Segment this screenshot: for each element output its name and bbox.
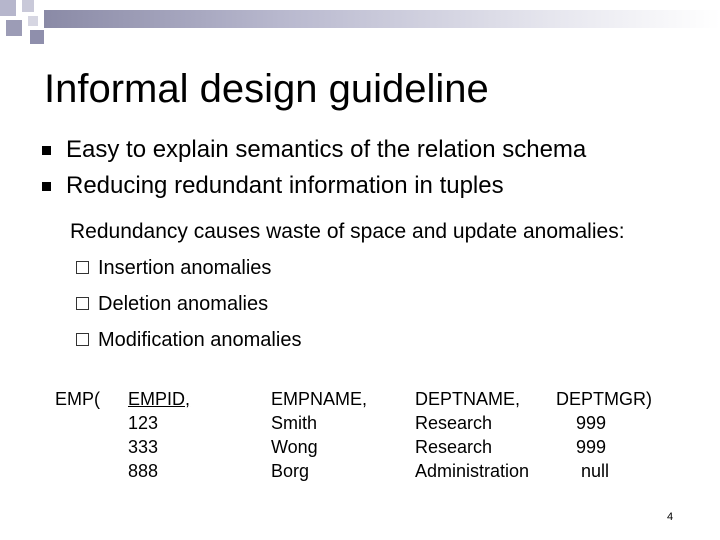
cell-deptname: Administration [415,461,530,481]
decorative-gradient-bar [44,10,720,28]
decorative-square [28,16,38,26]
column-header-empid: EMPID, [128,389,191,409]
hollow-square-bullet-icon [76,297,89,310]
cell-deptmgr: 999 [576,413,607,433]
column-header-deptmgr: DEPTMGR) [556,389,652,409]
cell-deptname: Research [415,413,493,433]
page-number: 4 [667,511,674,523]
column-header-empname: EMPNAME, [271,389,368,409]
column-header-deptname: DEPTNAME, [415,389,521,409]
decorative-square [30,30,44,44]
decorative-header-band [0,0,720,50]
cell-empname: Wong [271,437,318,457]
decorative-square [6,20,22,36]
cell-deptmgr: 999 [576,437,607,457]
cell-deptmgr: null [581,461,610,481]
relation-prefix: EMP( [55,389,100,409]
square-bullet-icon [42,182,51,191]
cell-deptname: Research [415,437,493,457]
decorative-square [0,0,16,16]
cell-empid: 123 [128,413,159,433]
sub-bullet-text: Insertion anomalies [98,257,272,279]
decorative-square [22,0,34,12]
cell-empid: 888 [128,461,159,481]
hollow-square-bullet-icon [76,261,89,274]
cell-empid: 333 [128,437,159,457]
square-bullet-icon [42,146,51,155]
bullet-text: Reducing redundant information in tuples [66,172,504,199]
slide-title: Informal design guideline [44,67,489,111]
sub-bullet-text: Modification anomalies [98,329,302,351]
cell-empname: Borg [271,461,310,481]
cell-empname: Smith [271,413,318,433]
sub-bullet-text: Deletion anomalies [98,293,269,315]
hollow-square-bullet-icon [76,333,89,346]
sub-heading: Redundancy causes waste of space and update anomalies: [70,220,625,243]
bullet-text: Easy to explain semantics of the relation schema [66,136,587,163]
